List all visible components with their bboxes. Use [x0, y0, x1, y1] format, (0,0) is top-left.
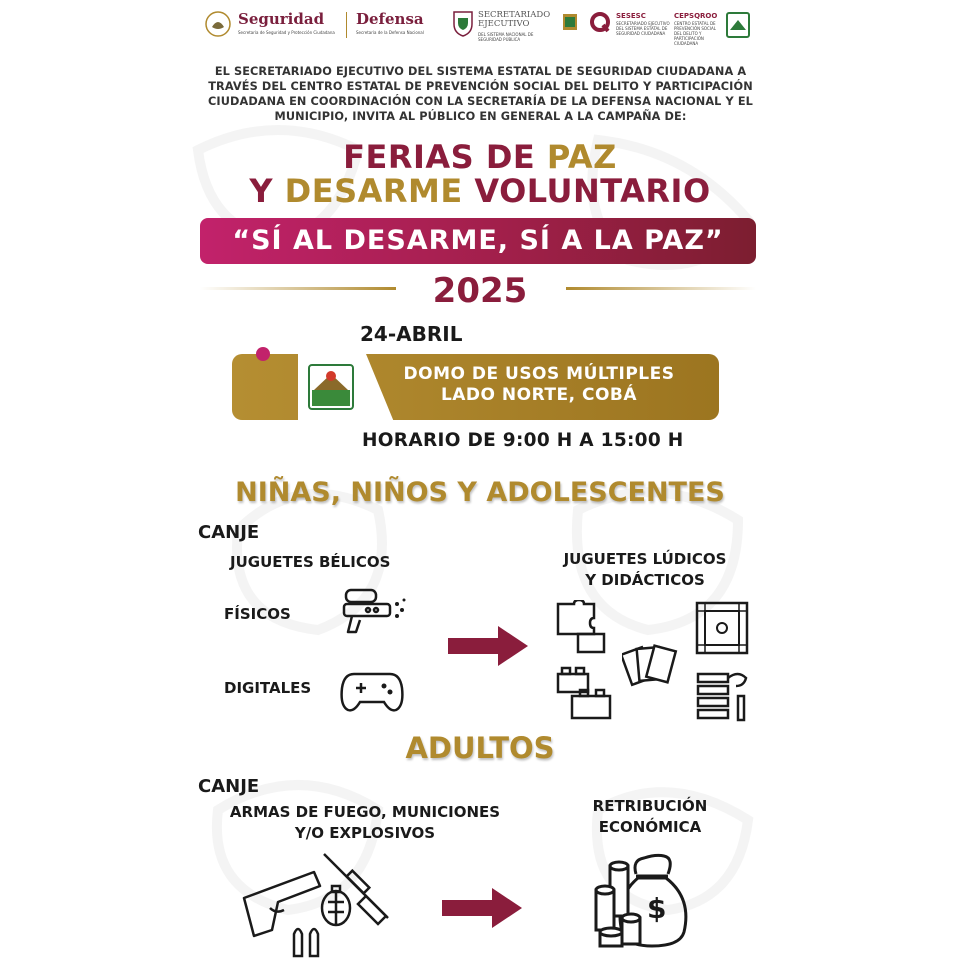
- title-line-1: [178, 138, 782, 176]
- retribution-line-1: RETRIBUCIÓN: [592, 797, 708, 815]
- gold-divider-right: [566, 287, 756, 290]
- slogan-text: “SÍ AL DESARME, SÍ A LA PAZ”: [232, 225, 724, 256]
- venue-line-1: DOMO DE USOS MÚLTIPLES: [403, 364, 675, 384]
- logo-seguridad: Seguridad: [238, 10, 325, 28]
- municipality-logo-icon: [308, 364, 354, 410]
- municipal-emblem-icon: [726, 12, 750, 38]
- weapons-group: [240, 852, 400, 958]
- bullets-icon: [294, 929, 318, 956]
- retribution-line-2: ECONÓMICA: [598, 818, 702, 836]
- svg-text:$: $: [647, 892, 667, 925]
- logo-cepsqroo: CEPSQROO: [674, 12, 718, 20]
- venue-line-2: LADO NORTE, COBÁ: [440, 385, 638, 405]
- kids-heading: NIÑAS, NIÑOS Y ADOLESCENTES: [235, 477, 725, 508]
- event-date: 24-ABRIL: [360, 322, 463, 346]
- title-part-1: FERIAS DE: [343, 138, 547, 176]
- kids-canje-label: CANJE: [198, 522, 260, 543]
- water-gun-icon: [342, 586, 408, 636]
- coins-icon: [596, 862, 640, 946]
- puzzle-icon: [554, 600, 610, 656]
- q-logo-icon: [588, 10, 612, 38]
- intro-text: EL SECRETARIADO EJECUTIVO DEL SISTEMA ESTATAL DE SEGURIDAD CIUDADANA A TRAVÉS DEL CENTRO ESTATAL DE PREVENCIÓN SOCIAL DEL DELITO Y PARTICIPACIÓN CIUDADANA EN COORDINACIÓN CON LA SECRETARÍA DE LA DEFENSA NACIONAL Y EL MUNICIPIO, INVITA AL PÚBLICO EN GENERAL A LA CAMPAÑA DE:: [208, 65, 753, 123]
- rifle-icon: [324, 854, 388, 924]
- firearms-line-1: ARMAS DE FUEGO, MUNICIONES: [229, 803, 501, 821]
- jenga-icon: [694, 668, 750, 724]
- header-logos: [200, 4, 760, 44]
- logo-sesesc: SESESC: [616, 12, 646, 20]
- title-part-5: VOLUNTARIO: [462, 172, 711, 210]
- educational-toys-line-1: JUGUETES LÚDICOS: [563, 550, 727, 568]
- event-schedule: HORARIO DE 9:00 H A 15:00 H: [362, 430, 684, 451]
- title-part-2: PAZ: [546, 138, 617, 176]
- logo-secretariado: SECRETARIADO EJECUTIVO: [478, 10, 551, 29]
- game-controller-icon: [340, 668, 404, 714]
- war-toys-title: JUGUETES BÉLICOS: [230, 553, 391, 571]
- title-part-3: Y: [249, 172, 285, 210]
- adults-canje-label: CANJE: [198, 776, 260, 797]
- educational-toys-title: [540, 549, 750, 591]
- building-blocks-icon: [554, 666, 614, 724]
- cards-icon: [622, 640, 680, 690]
- venue-dot: [256, 347, 270, 361]
- logo-secretariado-sub: DEL SISTEMA NACIONAL DE SEGURIDAD PÚBLICA: [478, 32, 534, 42]
- divider: [346, 12, 347, 38]
- logo-defensa: Defensa: [356, 10, 424, 28]
- venue-text: [380, 364, 698, 406]
- shield-icon: [452, 10, 474, 38]
- logo-seguridad-sub: Secretaría de Seguridad y Protección Ciudadana: [238, 30, 335, 35]
- adults-heading: ADULTOS: [405, 731, 555, 765]
- pistol-icon: [244, 872, 320, 936]
- board-game-icon: [694, 600, 750, 656]
- year: 2025: [432, 271, 528, 311]
- logo-sesesc-sub: SECRETARIADO EJECUTIVO DEL SISTEMA ESTATAL DE SEGURIDAD CIUDADANA: [616, 21, 670, 36]
- educational-toys-line-2: Y DIDÁCTICOS: [585, 571, 705, 589]
- state-emblem-icon: [562, 12, 578, 38]
- arrow-right-icon: [448, 626, 528, 666]
- firearms-line-2: Y/O EXPLOSIVOS: [294, 824, 436, 842]
- arrow-right-icon: [442, 888, 522, 928]
- title-line-2: [178, 172, 782, 210]
- economic-retribution-title: [560, 796, 740, 838]
- money-group: [592, 852, 692, 954]
- grenade-icon: [322, 886, 350, 925]
- physical-label: FÍSICOS: [224, 605, 291, 623]
- logo-defensa-sub: Secretaría de la Defensa Nacional: [356, 30, 424, 35]
- coat-of-arms-icon: [204, 10, 232, 38]
- gold-divider-left: [200, 287, 396, 290]
- title-part-4: DESARME: [284, 172, 463, 210]
- logo-cepsqroo-sub: CENTRO ESTATAL DE PREVENCIÓN SOCIAL DEL DELITO Y PARTICIPACIÓN CIUDADANA: [674, 21, 716, 46]
- firearms-title: [190, 802, 540, 844]
- digital-label: DIGITALES: [224, 679, 312, 697]
